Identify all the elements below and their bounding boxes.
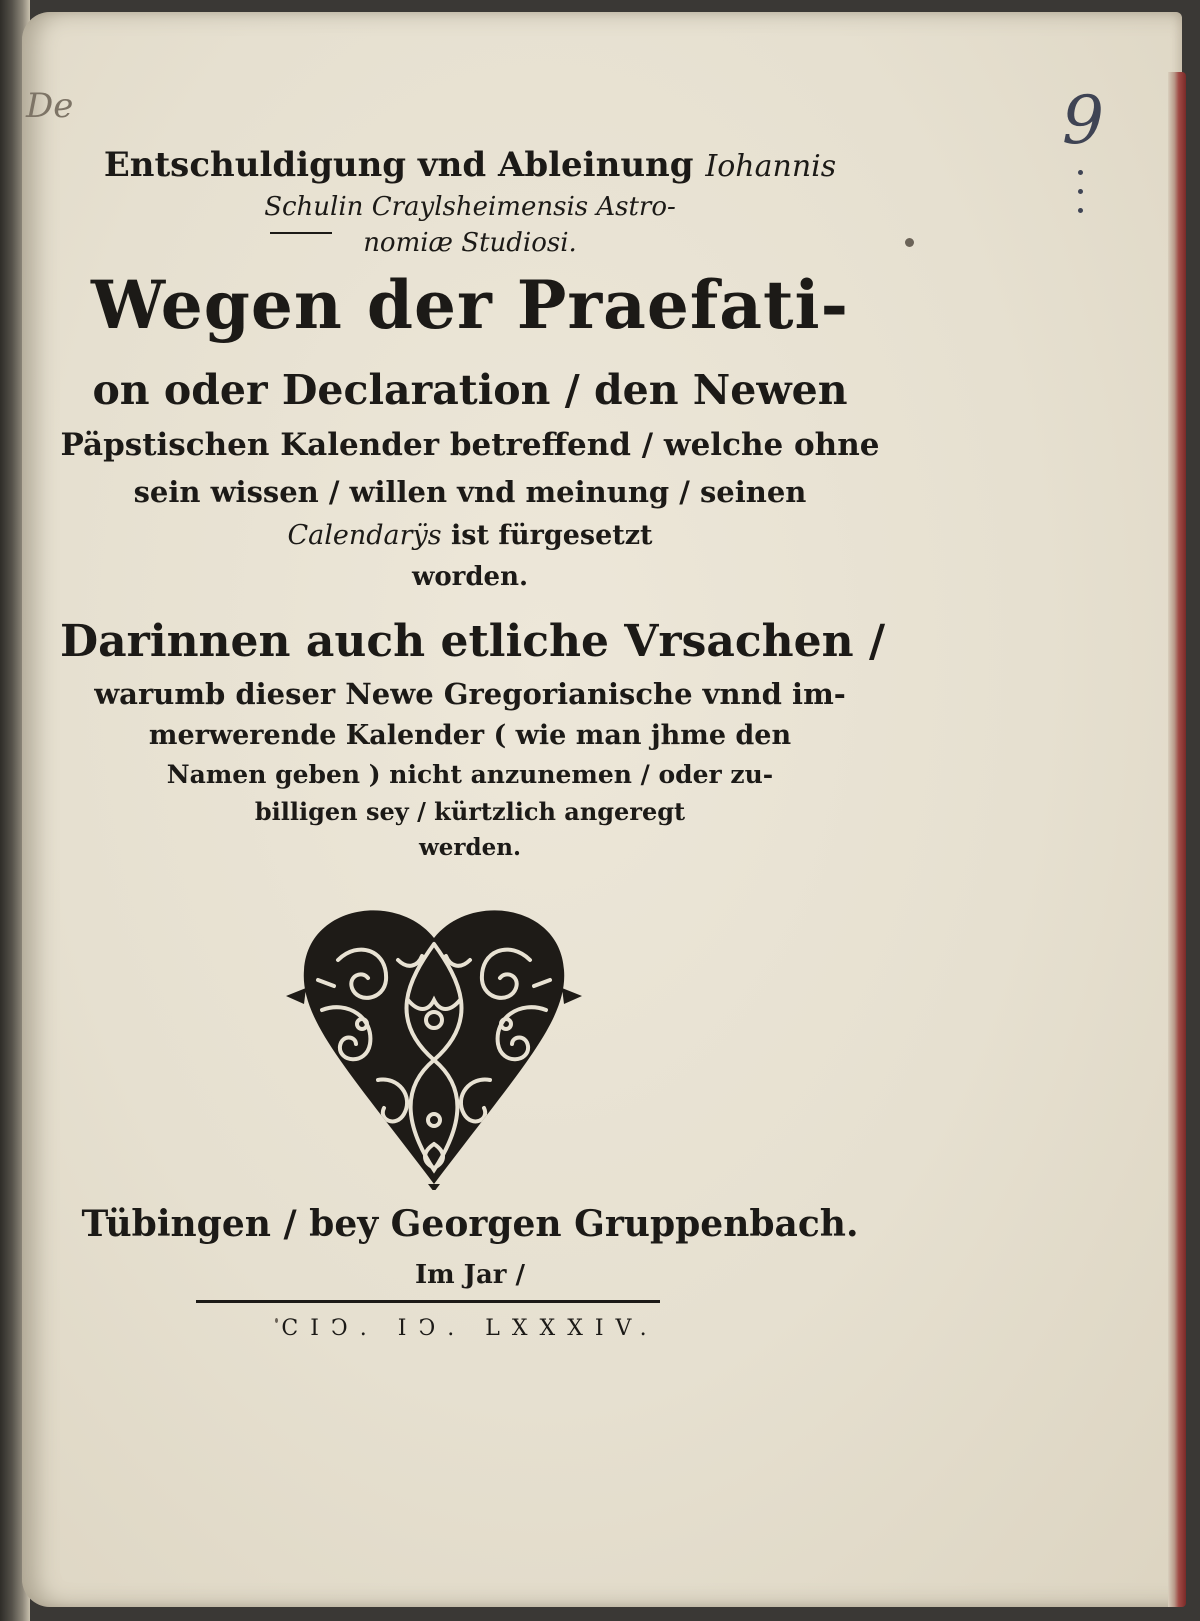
heading-line-5-rest: ist fürgesetzt	[451, 520, 653, 551]
title-line-1-italic: Iohannis	[705, 149, 837, 184]
heading-line-5	[60, 522, 880, 549]
body-line-1: Darinnen auch etliche Vrsachen /	[60, 616, 886, 667]
heading-line-4: sein wissen / willen vnd meinung / seinen	[133, 475, 807, 509]
page-edge-red	[1168, 72, 1186, 1607]
title-line-3: nomiæ Studiosi.	[363, 228, 577, 258]
imprint-line-2: Im Jar /	[414, 1260, 526, 1290]
folio-number: 9	[1062, 82, 1104, 159]
heading-line-3: Päpstischen Kalender betreffend / welche ohne	[60, 427, 880, 463]
body-line-3: merwerende Kalender ( wie man jhme den	[148, 720, 792, 751]
heading-line-5-italic: Calendarÿs	[287, 520, 442, 551]
heading-line-6: worden.	[411, 562, 529, 592]
heading-line-1: Wegen der Praefati-	[91, 266, 849, 344]
body-line-2: warumb dieser Newe Gregorianische vnnd im-	[94, 677, 846, 711]
imprint-year: CIↃ. IↃ. LXXXIV.	[281, 1316, 659, 1341]
folio-dots	[1078, 170, 1084, 226]
margin-note: De	[26, 86, 74, 126]
title-line-1-fraktur: Entschuldigung vnd Ableinung	[103, 145, 694, 185]
paper-speck	[905, 238, 914, 247]
imprint-rule	[196, 1300, 660, 1303]
heading-line-2: on oder Declaration / den Newen	[92, 366, 848, 414]
title-line-1	[60, 145, 880, 185]
title-line-2: Schulin Craylsheimensis Astro-	[264, 192, 676, 222]
imprint-line-1: Tübingen / bey Georgen Gruppenbach.	[81, 1203, 859, 1245]
body-line-5: billigen sey / kürtzlich angeregt	[254, 797, 686, 826]
body-line-6: werden.	[419, 834, 521, 861]
heart-ornament-icon	[278, 900, 590, 1190]
body-line-4: Namen geben ) nicht anzunemen / oder zu-	[166, 760, 774, 789]
